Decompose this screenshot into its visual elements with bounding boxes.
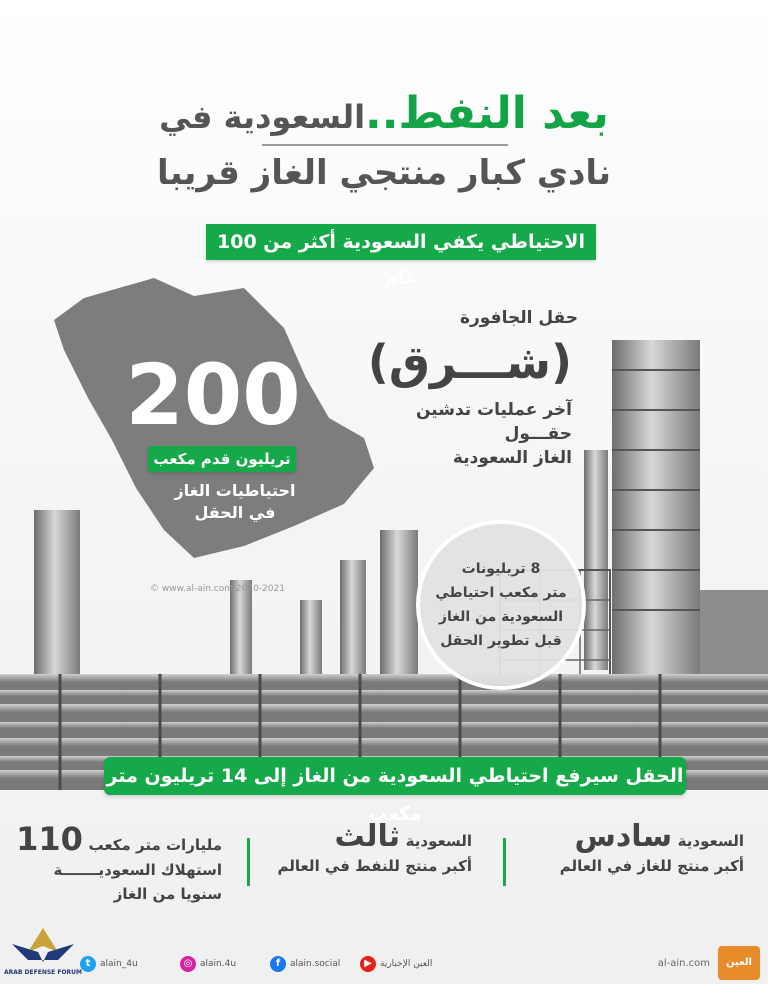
previous-reserves-circle (420, 524, 582, 686)
stat-oil-producer (272, 820, 472, 878)
copyright-watermark: © www.al-ain.com 2020-2021 (150, 584, 285, 594)
field-description (372, 398, 572, 470)
forum-logo-text: ARAB DEFENSE FORUM (3, 969, 83, 976)
youtube-link[interactable] (360, 956, 432, 972)
stat2-big: ثالث (334, 819, 401, 854)
stat1-big: سادس (574, 819, 673, 854)
title-green-part: بعد النفط.. (365, 88, 609, 139)
reserve-banner: الاحتياطي يكفي السعودية أكثر من 100 عام (206, 224, 596, 260)
twitter-icon: t (80, 956, 96, 972)
stat-divider (247, 838, 250, 886)
field-region: (شـــرق) (367, 335, 572, 389)
stat3-line2: استهلاك السعوديـــــــة (53, 861, 222, 879)
facebook-icon: f (270, 956, 286, 972)
future-reserve-banner: الحقل سيرفع احتياطي السعودية من الغاز إلى 14 تريليون متر مكعب (104, 757, 686, 795)
youtube-icon: ▶ (360, 956, 376, 972)
main-title (150, 88, 618, 143)
facebook-link[interactable] (270, 956, 340, 972)
stat-divider (503, 838, 506, 886)
stat3-line3: سنويا من الغاز (113, 885, 222, 903)
stat3-number: 110 (16, 820, 83, 858)
title-grey-part: السعودية في (159, 98, 366, 136)
footer (70, 950, 760, 978)
youtube-handle: العين الإخبارية (380, 959, 433, 969)
reserves-label-line1: احتياطيات الغاز (174, 481, 296, 500)
stat2-line2: أكبر منتج للنفط في العالم (277, 857, 472, 875)
stat2-line1: السعودية (405, 832, 472, 850)
instagram-link[interactable] (180, 956, 236, 972)
stat3-line1: مليارات متر مكعب (88, 836, 222, 854)
circle-line2: متر مكعب احتياطي (435, 585, 567, 601)
reserves-label (170, 480, 300, 524)
twitter-handle: alain_4u (100, 959, 138, 969)
field-desc-line1: آخر عمليات تدشين (415, 400, 572, 420)
instagram-handle: alain.4u (200, 959, 237, 969)
circle-line3: السعودية من الغاز (438, 609, 564, 625)
al-ain-logo: العين (718, 946, 760, 980)
unit-badge: تريليون قدم مكعب (148, 446, 296, 472)
field-desc-line2: حقـــول (504, 424, 572, 444)
stat1-line1: السعودية (677, 832, 744, 850)
stat-consumption (12, 820, 222, 906)
stat-gas-producer (514, 820, 744, 878)
twitter-link[interactable] (80, 956, 138, 972)
instagram-icon: ◎ (180, 956, 196, 972)
field-name: حقل الجافورة (459, 308, 578, 328)
site-url[interactable]: al-ain.com (657, 958, 710, 969)
stat1-line2: أكبر منتج للغاز في العالم (559, 857, 744, 875)
title-divider (262, 144, 508, 146)
reserves-label-line2: في الحقل (194, 503, 276, 522)
circle-line1: 8 تريليونات (461, 561, 541, 577)
circle-line4: قبل تطوير الحقل (440, 633, 562, 649)
facebook-handle: alain.social (290, 959, 341, 969)
subtitle: نادي كبار منتجي الغاز قريبا (157, 153, 611, 193)
reserve-number: 200 (125, 346, 301, 444)
field-desc-line3: الغاز السعودية (452, 448, 572, 468)
forum-logo (3, 922, 83, 978)
